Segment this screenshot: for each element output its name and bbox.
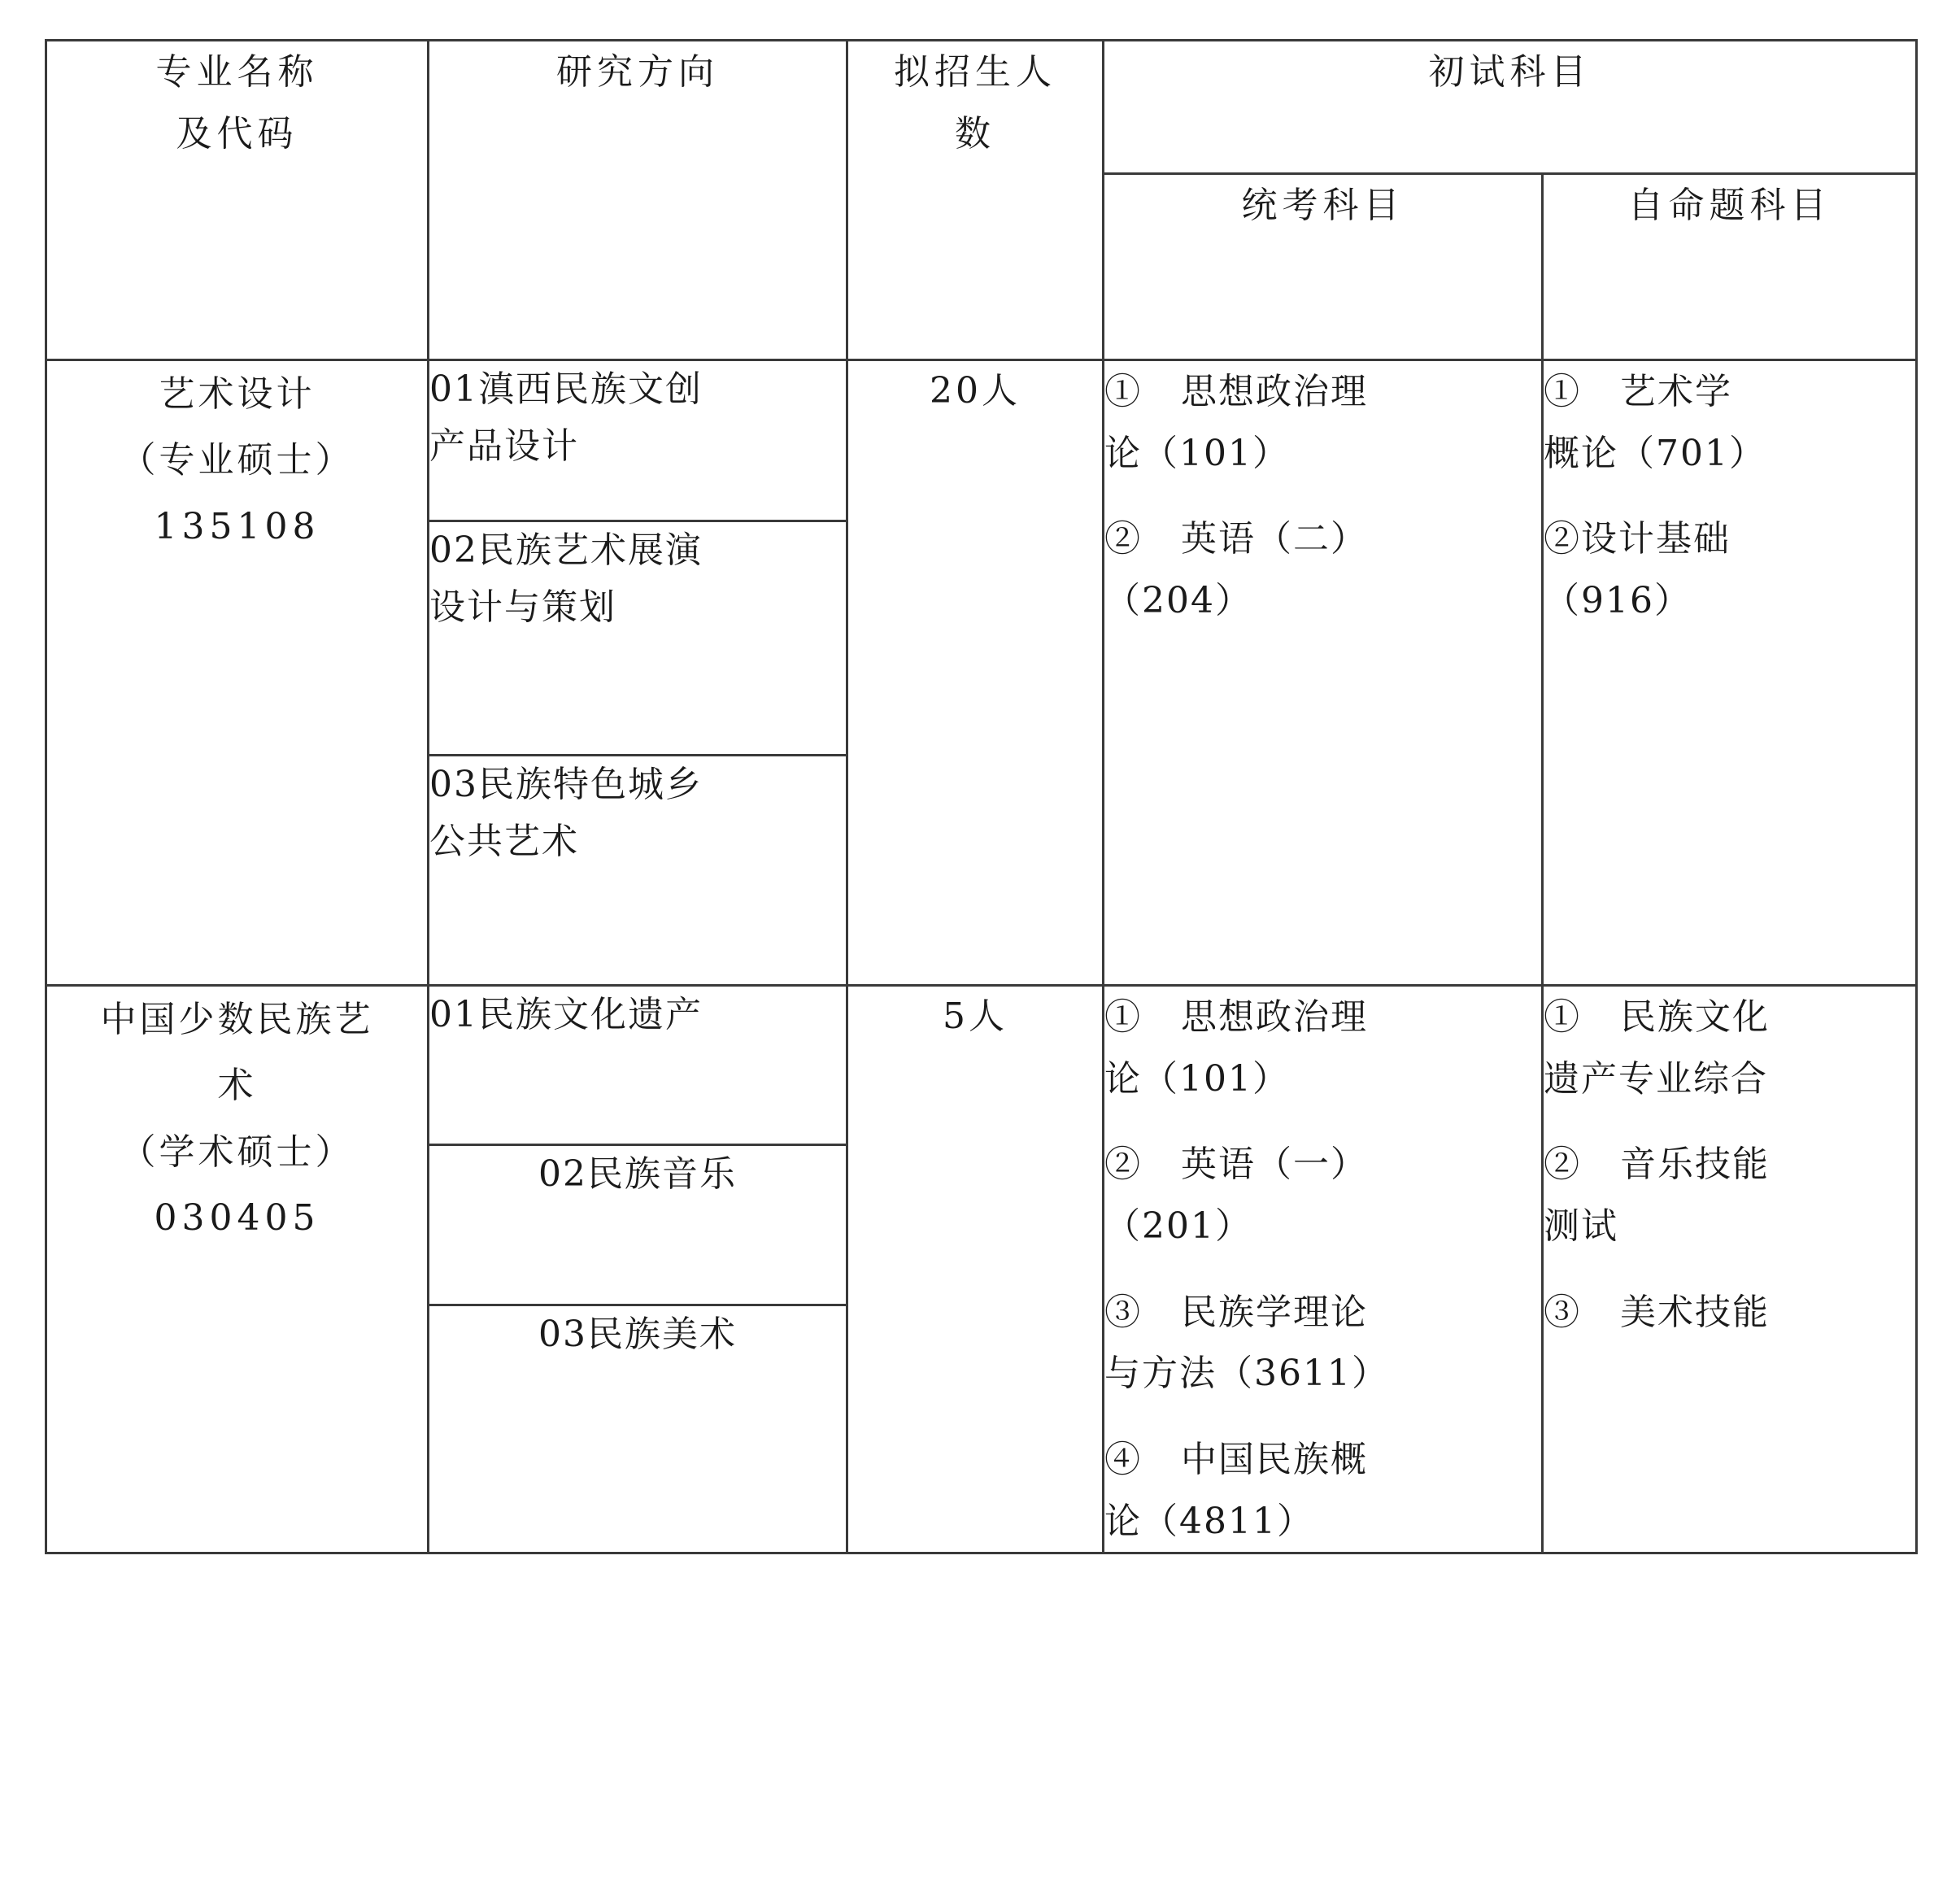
quota-cell: 5人 [847, 986, 1104, 1553]
self-subjects-cell [1543, 360, 1917, 986]
header-quota-line1: 拟招生人 [894, 51, 1056, 93]
major-name: 中国少数民族艺 [100, 999, 374, 1040]
subject-line1: 英语（一） [1181, 1144, 1368, 1186]
direction-line1: 03民族特色城乡 [429, 764, 703, 805]
subject-line2: 论（4811） [1104, 1500, 1314, 1542]
table-row [46, 986, 1917, 1145]
subject-item [1544, 1282, 1915, 1344]
subject-number: ② [1544, 518, 1581, 560]
major-cell [46, 986, 429, 1553]
major-type: （专业硕士） [120, 439, 355, 481]
header-major [46, 41, 429, 360]
subject-line1: 美术技能 [1620, 1291, 1770, 1333]
major-type: （学术硕士） [120, 1131, 355, 1173]
direction-line2: 设计与策划 [429, 586, 616, 629]
direction-cell [429, 756, 847, 986]
subject-line1: 设计基础 [1581, 518, 1731, 560]
subject-line1: 英语（二） [1181, 518, 1368, 560]
header-quota [847, 41, 1104, 360]
direction-line1: 02民族音乐 [538, 1153, 737, 1196]
subject-line2: 论（101） [1104, 1057, 1290, 1100]
subject-line2: （916） [1544, 580, 1692, 622]
self-subjects-cell [1543, 986, 1917, 1553]
direction-line1: 01民族文化遗产 [429, 994, 703, 1035]
subject-line2: （204） [1104, 580, 1252, 622]
direction-line1: 01滇西民族文创 [429, 368, 703, 410]
header-self-subject: 自命题科目 [1543, 173, 1917, 359]
subject-number: ② [1544, 1144, 1581, 1186]
subject-number: ④ [1104, 1439, 1142, 1481]
subject-number: ③ [1104, 1291, 1142, 1333]
header-exam-group: 初试科目 [1104, 41, 1917, 174]
direction-cell [429, 521, 847, 756]
subject-number: ② [1104, 518, 1142, 560]
header-quota-line2: 数 [955, 112, 995, 155]
subject-number: ② [1104, 1144, 1142, 1186]
subject-item [1104, 361, 1541, 484]
subject-item [1104, 1134, 1541, 1257]
direction-cell [429, 360, 847, 521]
subject-item [1544, 361, 1915, 484]
direction-line2: 产品设计 [429, 425, 579, 468]
subject-line1: 中国民族概 [1181, 1439, 1368, 1481]
subject-item [1104, 987, 1541, 1109]
subject-item [1544, 987, 1915, 1109]
subject-item [1104, 508, 1541, 631]
major-cell [46, 360, 429, 986]
subject-number: ① [1104, 996, 1142, 1038]
direction-cell [429, 1305, 847, 1553]
admissions-table [45, 39, 1918, 1554]
subject-line1: 民族文化 [1620, 996, 1770, 1038]
subject-line1: 思想政治理 [1181, 996, 1368, 1038]
subject-number: ① [1544, 371, 1581, 412]
subject-line1: 艺术学 [1620, 371, 1732, 412]
header-unified-subject: 统考科目 [1104, 173, 1543, 359]
subject-line2: 测试 [1544, 1205, 1618, 1248]
header-direction: 研究方向 [429, 41, 847, 360]
subject-line1: 音乐技能 [1620, 1144, 1770, 1186]
subject-line2: 论（101） [1104, 432, 1290, 474]
major-name-cont: 术 [217, 1065, 257, 1107]
subject-item [1544, 508, 1915, 631]
subject-line2: （201） [1104, 1205, 1252, 1248]
subject-item [1104, 1282, 1541, 1405]
unified-subjects-cell [1104, 360, 1543, 986]
subject-number: ① [1544, 996, 1581, 1038]
direction-line1: 02民族艺术展演 [429, 529, 703, 571]
direction-line2: 公共艺术 [429, 821, 579, 863]
table-header-row-1 [46, 41, 1917, 174]
subject-line1: 民族学理论 [1181, 1291, 1368, 1333]
quota-cell: 20人 [847, 360, 1104, 986]
major-code: 135108 [154, 505, 320, 547]
major-name: 艺术设计 [159, 373, 316, 415]
subject-number: ① [1104, 371, 1142, 412]
header-major-line2: 及代码 [176, 112, 298, 155]
subject-line2: 与方法（3611） [1104, 1353, 1389, 1395]
direction-line1: 03民族美术 [538, 1313, 737, 1355]
major-code: 030405 [154, 1197, 320, 1240]
subject-line2: 遗产专业综合 [1544, 1057, 1768, 1100]
direction-cell [429, 1145, 847, 1305]
subject-line1: 思想政治理 [1181, 371, 1368, 412]
table-row [46, 360, 1917, 521]
subject-number: ③ [1544, 1291, 1581, 1333]
header-major-line1: 专业名称 [155, 51, 319, 93]
subject-item [1544, 1134, 1915, 1257]
subject-item [1104, 1429, 1541, 1552]
direction-cell [429, 986, 847, 1145]
unified-subjects-cell [1104, 986, 1543, 1553]
subject-line2: 概论（701） [1544, 432, 1766, 474]
